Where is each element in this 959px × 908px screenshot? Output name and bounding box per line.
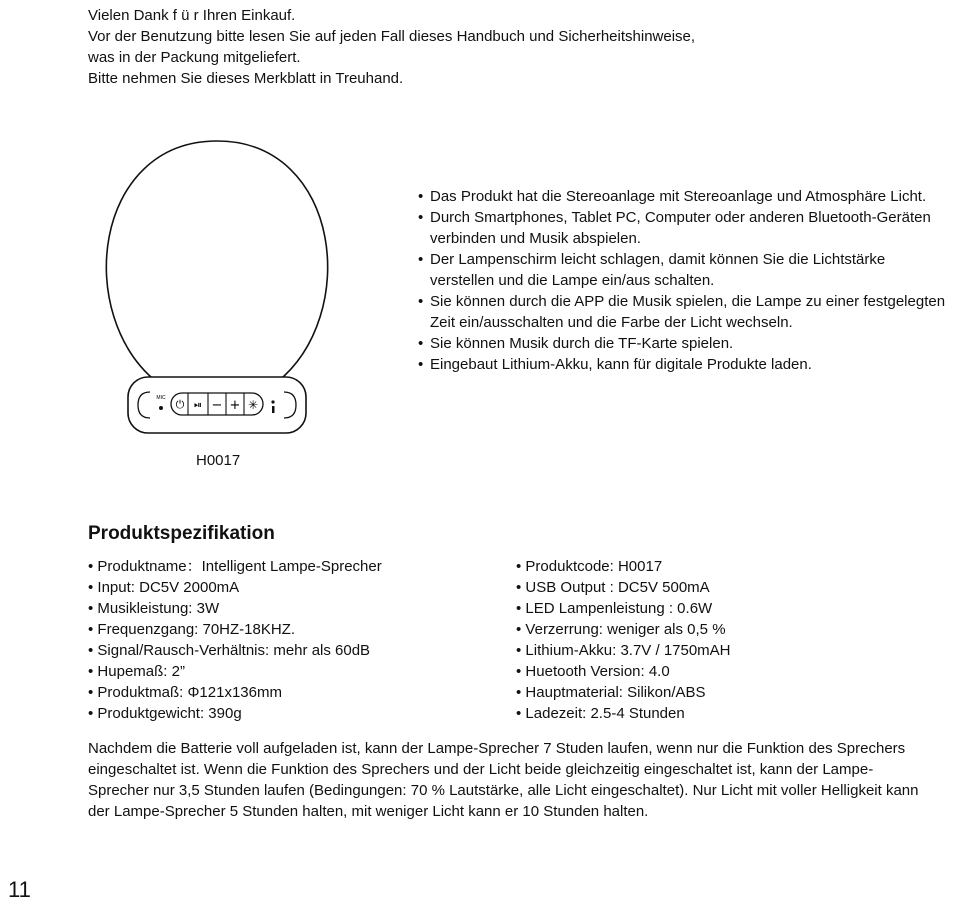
spec-item: • LED Lampenleistung : 0.6W xyxy=(516,598,908,619)
light-button[interactable]: ✳ xyxy=(247,398,259,412)
mic-label: MIC xyxy=(156,395,166,401)
spec-item: • Frequenzgang: 70HZ-18KHZ. xyxy=(88,619,516,640)
lamp-speaker-illustration xyxy=(98,136,336,448)
page-number: 11 xyxy=(8,877,31,902)
spec-item: • Musikleistung: 3W xyxy=(88,598,516,619)
spec-item: • Produktname：Intelligent Lampe-Sprecher xyxy=(88,556,516,577)
intro-text xyxy=(88,5,938,89)
play-pause-button[interactable]: ⏯ xyxy=(194,400,202,411)
spec-item: • USB Output : DC5V 500mA xyxy=(516,577,908,598)
intro-line: Vielen Dank f ü r Ihren Einkauf. xyxy=(88,7,296,24)
spec-item: • Produktgewicht: 390g xyxy=(88,703,516,724)
spec-item: • Hupemaß: 2” xyxy=(88,661,516,682)
spec-item: • Ladezeit: 2.5-4 Stunden xyxy=(516,703,908,724)
model-label: H0017 xyxy=(196,452,241,469)
spec-item: • Produktcode: H0017 xyxy=(516,556,908,577)
feature-item: • Durch Smartphones, Tablet PC, Computer oder anderen Bluetooth-Geräten verbinden und Musik abspielen. xyxy=(418,207,948,249)
feature-item: • Sie können durch die APP die Musik spielen, die Lampe zu einer festgelegten Zeit ein/ausschalten und die Farbe der Licht wechseln. xyxy=(418,291,948,333)
volume-down-button[interactable]: − xyxy=(211,398,223,413)
section-title: Produktspezifikation xyxy=(88,523,275,544)
power-button[interactable]: ⏻ xyxy=(175,398,185,411)
spec-list xyxy=(88,556,908,724)
spec-item: • Huetooth Version: 4.0 xyxy=(516,661,908,682)
spec-item: • Lithium-Akku: 3.7V / 1750mAH xyxy=(516,640,908,661)
feature-item: • Sie können Musik durch die TF-Karte spielen. xyxy=(418,333,948,354)
spec-item: • Verzerrung: weniger als 0,5 % xyxy=(516,619,908,640)
volume-up-button[interactable]: + xyxy=(229,398,241,413)
feature-item: • Der Lampenschirm leicht schlagen, damit können Sie die Lichtstärke verstellen und die Lampe ein/aus schalten. xyxy=(418,249,948,291)
usb-hole xyxy=(271,400,274,403)
battery-note: Nachdem die Batterie voll aufgeladen ist, kann der Lampe-Sprecher 7 Studen laufen, wenn nur die Funktion des Sprechers eingeschaltet ist. Wenn die Funktion des Sprechers und der Licht beide gleichzeitig eingeschaltet ist, kann der Lampe-Sprecher nur 3,5 Stunden laufen (Bedingungen: 70 % Lautstärke, alle Licht eingeschaltet). Nur Licht mit voller Helligkeit kann der Lampe-Sprecher 5 Stunden halten, mit weniger Licht kann er 10 Stunden halten. xyxy=(88,740,919,820)
lamp-globe xyxy=(106,141,327,383)
intro-line: Bitte nehmen Sie dieses Merkblatt in Treuhand. xyxy=(88,70,404,87)
mic-hole xyxy=(159,406,163,410)
intro-line: Vor der Benutzung bitte lesen Sie auf jeden Fall dieses Handbuch und Sicherheitshinweise, xyxy=(88,28,696,45)
feature-list xyxy=(418,186,948,375)
spec-item: • Input: DC5V 2000mA xyxy=(88,577,516,598)
spec-item: • Produktmaß: Φ121x136mm xyxy=(88,682,516,703)
feature-item: • Eingebaut Lithium-Akku, kann für digitale Produkte laden. xyxy=(418,354,948,375)
feature-item: • Das Produkt hat die Stereoanlage mit Stereoanlage und Atmosphäre Licht. xyxy=(418,186,948,207)
spec-item: • Signal/Rausch-Verhältnis: mehr als 60dB xyxy=(88,640,516,661)
spec-item: • Hauptmaterial: Silikon/ABS xyxy=(516,682,908,703)
usb-port xyxy=(272,406,275,413)
intro-line: was in der Packung mitgeliefert. xyxy=(88,49,301,66)
